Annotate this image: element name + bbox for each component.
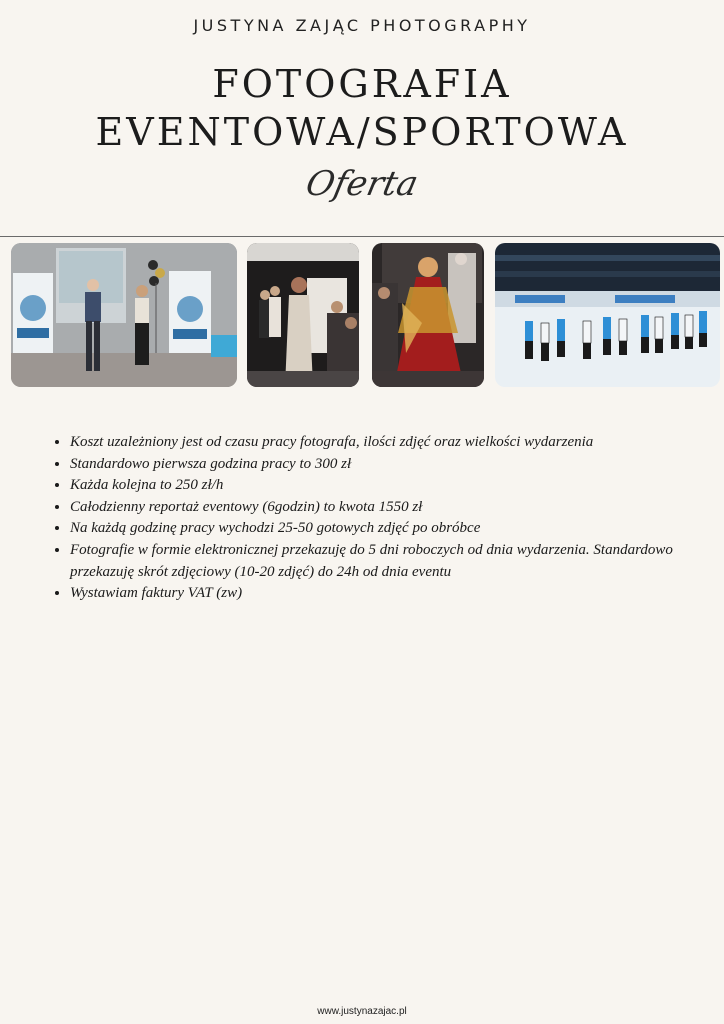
- offer-item-additional-hour: • Każda kolejna to 250 zł/h: [70, 475, 710, 497]
- photo-runway-silver-dress: [247, 243, 359, 387]
- page-title-line-2: EVENTOWA/SPORTOWA: [95, 110, 629, 154]
- photo-ice-hockey-team: [495, 243, 720, 387]
- photo-runway-red-gown: [372, 243, 484, 387]
- offer-item-vat-invoice: • Wystawiam faktury VAT (zw): [70, 583, 710, 605]
- offer-item-cost-factors: • Koszt uzależniony jest od czasu pracy fotografa, ilości zdjęć oraz wielkości wydarzenia: [70, 432, 710, 454]
- offer-item-first-hour: • Standardowo pierwsza godzina pracy to 300 zł: [70, 454, 710, 476]
- offer-item-delivery: • Fotografie w formie elektronicznej przekazuję do 5 dni roboczych od dnia wydarzenia. Standardowo przekazuję skrót zdjęciowy (10-20 zdjęć) do 24h od dnia eventu: [70, 540, 710, 583]
- offer-list: [46, 432, 710, 605]
- page-title-line-1: FOTOGRAFIA: [212, 62, 512, 106]
- photo-language-event: [11, 243, 237, 387]
- header-divider: [0, 236, 724, 237]
- offer-script-heading: Oferta: [302, 164, 422, 204]
- offer-item-photos-per-hour: • Na każdą godzinę pracy wychodzi 25-50 gotowych zdjęć po obróbce: [70, 518, 710, 540]
- footer-website-link[interactable]: www.justynazajac.pl: [317, 1006, 407, 1017]
- offer-item-full-day: • Całodzienny reportaż eventowy (6godzin) to kwota 1550 zł: [70, 497, 710, 519]
- brand-name: JUSTYNA ZAJĄC PHOTOGRAPHY: [193, 16, 531, 35]
